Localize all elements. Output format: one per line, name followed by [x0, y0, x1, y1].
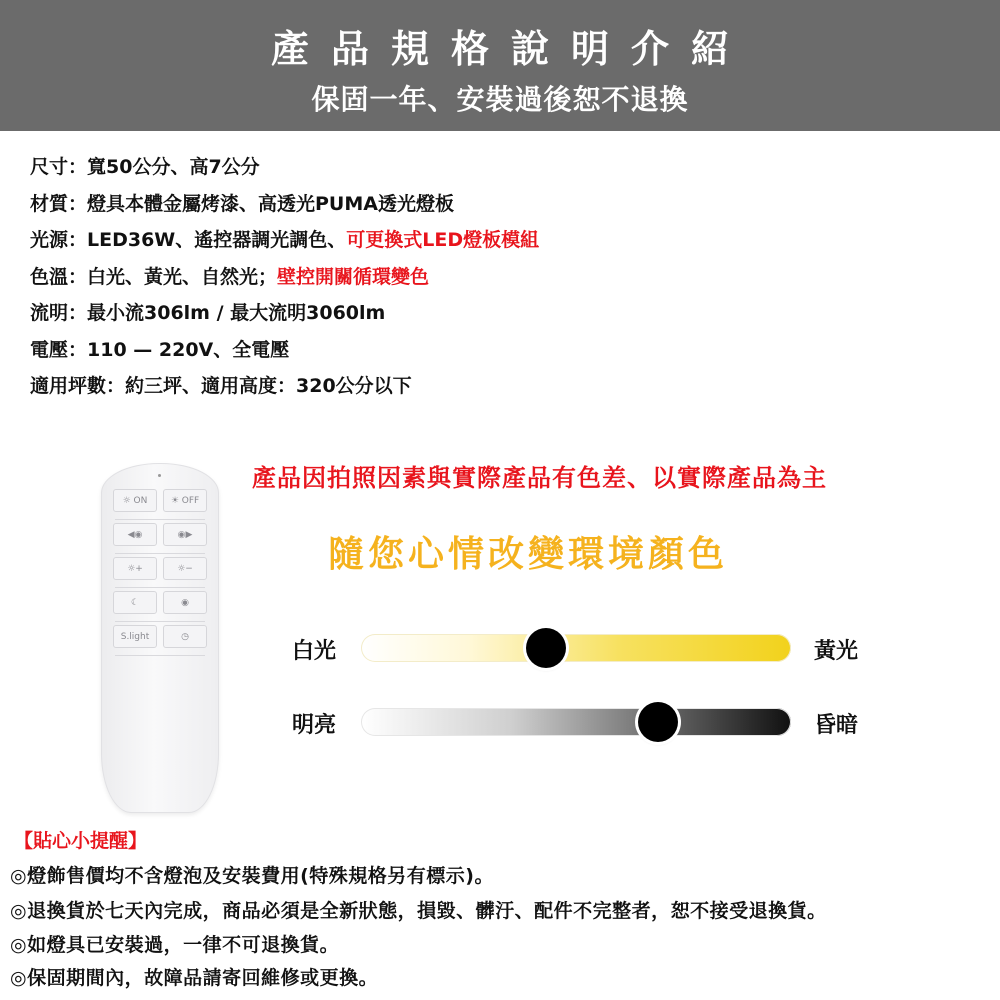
remote-divider: [115, 587, 205, 588]
remote-indicator-dot: [158, 474, 161, 477]
spec-list: [30, 152, 539, 408]
remote-divider: [115, 621, 205, 622]
reminder-item: ◎如燈具已安裝過，一律不可退換貨。: [10, 934, 340, 956]
header-banner: [0, 0, 1000, 131]
reminder-title: 【貼心小提醒】: [14, 830, 148, 852]
remote-divider: [115, 519, 205, 520]
remote-off-button: ☀ OFF: [163, 489, 207, 512]
slider-dim-label: 昏暗: [814, 713, 859, 738]
remote-control-image: [101, 463, 219, 813]
remote-divider: [115, 553, 205, 554]
remote-on-button: ☼ ON: [113, 489, 157, 512]
reminder-item: ◎燈飾售價均不含燈泡及安裝費用(特殊規格另有標示)。: [10, 865, 494, 887]
reminder-item: ◎退換貨於七天內完成，商品必須是全新狀態，損毀、髒汙、配件不完整者，恕不接受退換貨。: [10, 900, 827, 922]
slider-bright-label: 明亮: [292, 713, 337, 738]
reminder-item: ◎保固期間內，故障品請寄回維修或更換。: [10, 967, 379, 989]
remote-night-button: ☾: [113, 591, 157, 614]
remote-timer-button: ◷: [163, 625, 207, 648]
color-difference-notice: 產品因拍照因素與實際產品有色差、以實際產品為主: [252, 464, 827, 492]
spec-material: 材質：燈具本體金屬烤漆、高透光PUMA透光燈板: [30, 192, 454, 215]
spec-lumen: 流明：最小流306lm / 最大流明3060lm: [30, 302, 386, 324]
remote-color-warm-button: ◀◉: [113, 523, 157, 546]
remote-divider: [115, 655, 205, 656]
spec-voltage: 電壓：110 — 220V、全電壓: [30, 338, 290, 361]
slider-yellow-label: 黃光: [814, 639, 859, 664]
remote-neutral-button: ◉: [163, 591, 207, 614]
color-temp-slider-track: [361, 634, 791, 662]
spec-room-size: 適用坪數：約三坪、適用高度：320公分以下: [30, 375, 412, 397]
color-temp-slider-knob: [526, 628, 566, 668]
spec-light-source: 光源：LED36W、遙控器調光調色、可更換式LED燈板模組: [30, 229, 540, 251]
brightness-slider-knob: [638, 702, 678, 742]
spec-size: 尺寸：寬50公分、高7公分: [30, 156, 260, 178]
remote-brightness-up-button: ☼+: [113, 557, 157, 580]
remote-slight-button: S.light: [113, 625, 157, 648]
remote-brightness-down-button: ☼−: [163, 557, 207, 580]
mood-headline: 隨您心情改變環境顏色: [328, 534, 729, 575]
page-title: 產品規格說明介紹: [270, 27, 751, 71]
remote-color-cool-button: ◉▶: [163, 523, 207, 546]
spec-color-temp: 色溫：白光、黃光、自然光；壁控開關循環變色: [30, 265, 430, 288]
slider-white-label: 白光: [292, 639, 337, 664]
page-subtitle: 保固一年、安裝過後恕不退換: [311, 83, 689, 116]
brightness-slider-track: [361, 708, 791, 736]
